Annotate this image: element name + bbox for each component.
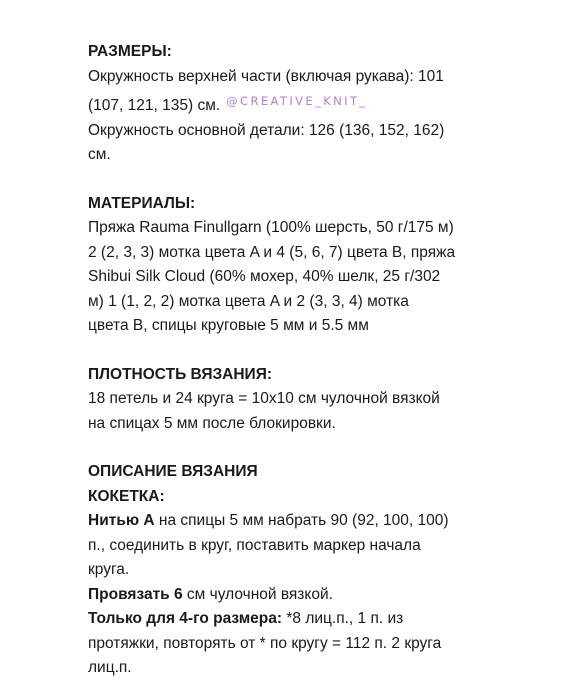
materials-line: Пряжа Rauma Finullgarn (100% шерсть, 50 г/175 м): [88, 219, 454, 236]
instruction-knit-line: [88, 583, 528, 608]
sizes-heading: РАЗМЕРЫ:: [88, 43, 172, 60]
sizes-line-2: [88, 89, 528, 119]
instruction-knit-text: см чулочной вязкой.: [182, 585, 333, 603]
instruction-size4-text: *8 лиц.п., 1 п. из: [282, 610, 404, 627]
description-heading: ОПИСАНИЕ ВЯЗАНИЯ: [88, 463, 258, 480]
knitting-pattern-document: [88, 40, 528, 681]
materials-section: [88, 192, 528, 339]
instruction-cast-on-bold: Нитью A: [88, 512, 155, 529]
instruction-size4-line-1: [88, 607, 528, 632]
yoke-subheading: КОКЕТКА:: [88, 487, 165, 505]
materials-line: Shibui Silk Cloud (60% мохер, 40% шелк, 25 г/302: [88, 268, 441, 285]
instruction-knit-bold: Провязать 6: [88, 585, 183, 603]
description-section: [88, 460, 528, 681]
gauge-line: на спицах 5 мм после блокировки.: [88, 414, 336, 432]
gauge-heading: ПЛОТНОСТЬ ВЯЗАНИЯ:: [88, 365, 273, 383]
instruction-cast-on-line-2: п., соединить в круг, поставить маркер начала: [88, 536, 421, 554]
gauge-section: [88, 363, 528, 437]
sizes-line-4: см.: [88, 146, 111, 163]
sizes-line-3: Окружность основной детали: 126 (136, 152, 162): [88, 121, 445, 139]
instruction-cast-on-line-3: круга.: [88, 561, 130, 578]
sizes-section: [88, 40, 528, 168]
sizes-line-2-text: (107, 121, 135) см.: [88, 97, 221, 114]
gauge-line: 18 петель и 24 круга = 10x10 см чулочной вязкой: [88, 390, 440, 407]
instruction-size4-line-2: протяжки, повторять от * по кругу = 112 п. 2 круга: [88, 634, 442, 652]
materials-heading: МАТЕРИАЛЫ:: [88, 194, 196, 212]
materials-line: цвета B, спицы круговые 5 мм и 5.5 мм: [88, 317, 369, 334]
instruction-cast-on-line-1: [88, 509, 528, 534]
creator-watermark: @CREATIVE_KNIT_: [226, 94, 368, 108]
materials-line: 2 (2, 3, 3) мотка цвета A и 4 (5, 6, 7) цвета B, пряжа: [88, 243, 456, 261]
sizes-line-1: Окружность верхней части (включая рукава): 101: [88, 67, 444, 85]
instruction-cast-on-text: на спицы 5 мм набрать 90 (92, 100, 100): [154, 512, 449, 529]
instruction-size4-line-3: лиц.п.: [88, 659, 132, 676]
materials-line: м) 1 (1, 2, 2) мотка цвета A и 2 (3, 3, 4) мотка: [88, 292, 409, 310]
instruction-size4-bold: Только для 4-го размера:: [88, 610, 283, 627]
